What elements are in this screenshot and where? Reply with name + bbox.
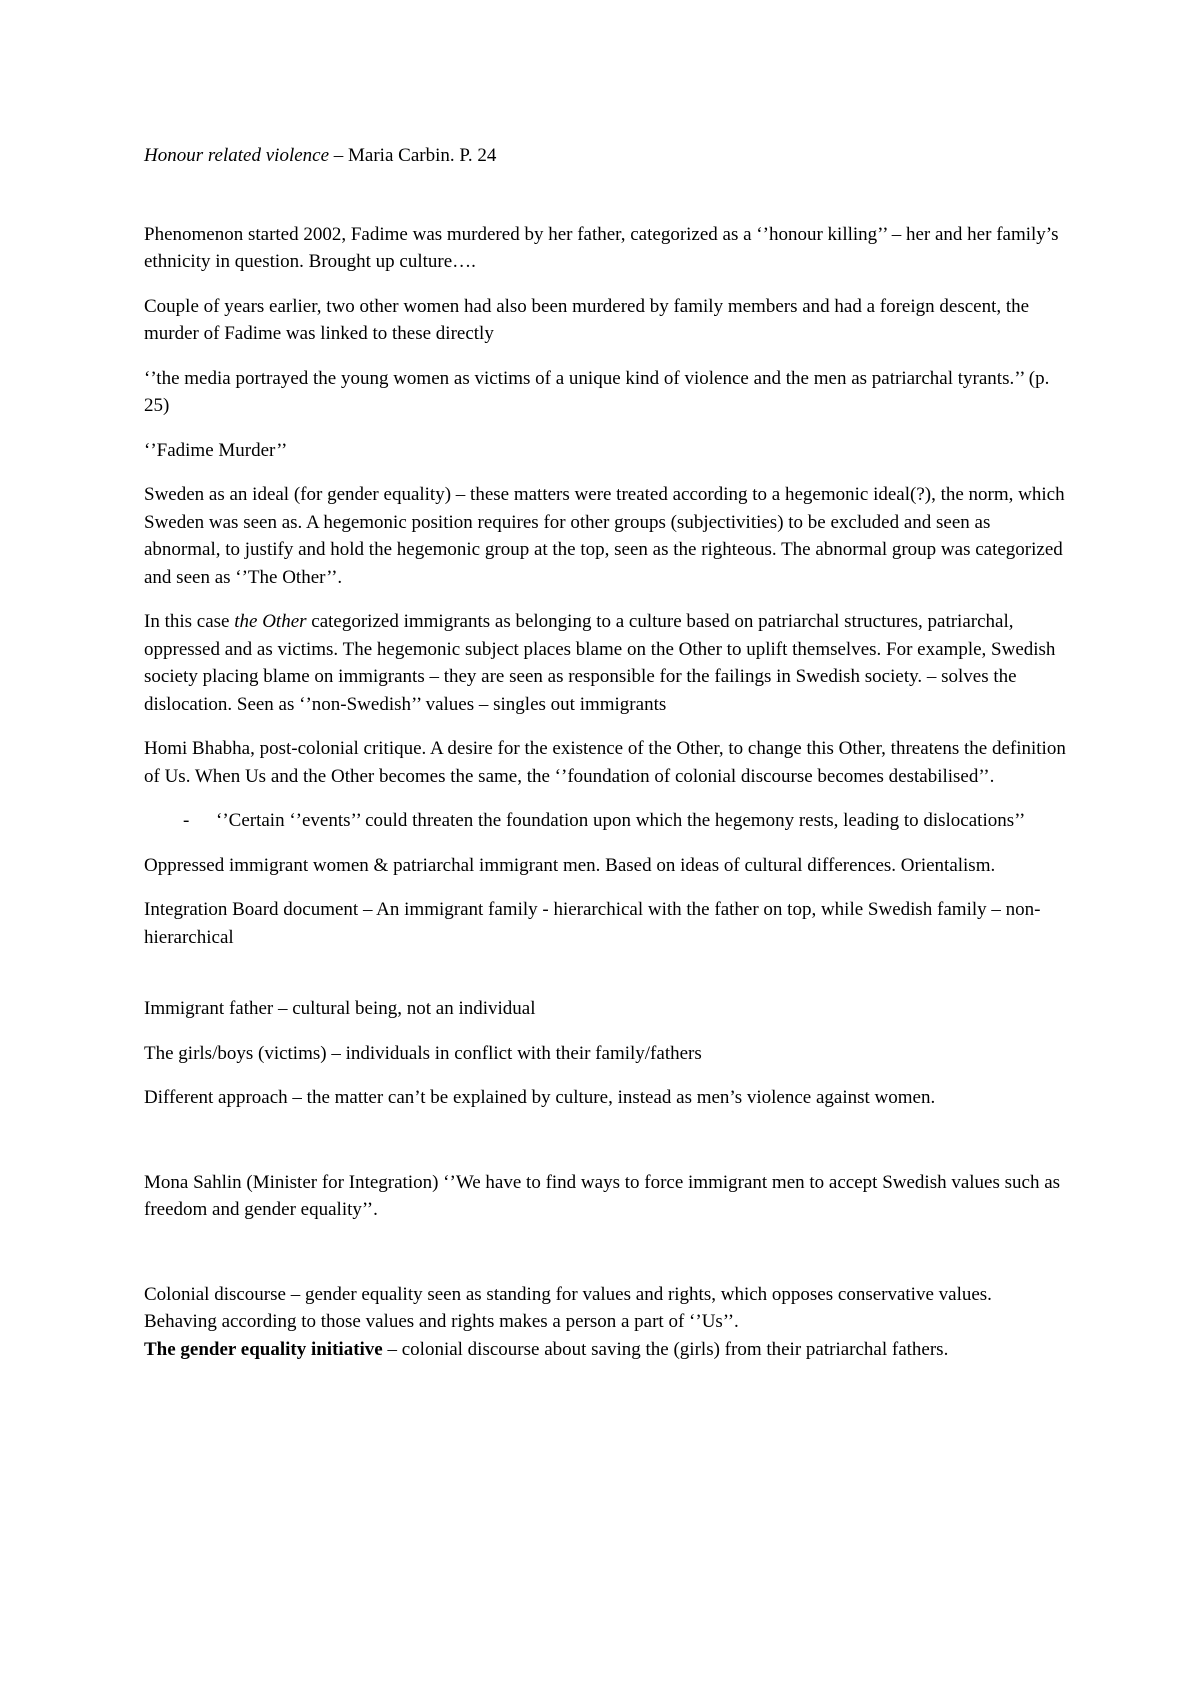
paragraph-phenomenon: Phenomenon started 2002, Fadime was murdered by her father, categorized as a ‘’honour killing’’ – her and her family’s ethnicity in question. Brought up culture…. [144,223,1059,272]
document-body [144,142,1068,1380]
bullet-item [144,807,1068,835]
paragraph-orientalism: Oppressed immigrant women & patriarchal immigrant men. Based on ideas of cultural differences. Orientalism. [144,854,996,876]
paragraph-integration-board: Integration Board document – An immigrant family - hierarchical with the father on top, while Swedish family – non-hierarchical [144,899,1041,948]
page-title [144,142,1068,170]
paragraph-sweden-ideal: Sweden as an ideal (for gender equality) – these matters were treated according to a hegemonic ideal(?), the norm, which Sweden was seen as. A hegemonic position requires for other groups (subjectivities) to be excluded and seen as abnormal, to justify and hold the hegemonic group at the top, seen as the righteous. The abnormal group was categorized and seen as ‘’The Other’’. [144,484,1065,588]
paragraph-bhabha: Homi Bhabha, post-colonial critique. A desire for the existence of the Other, to change this Other, threatens the definition of Us. When Us and the Other becomes the same, the ‘’foundation of colonial discourse becomes destabilised’’. [144,738,1066,787]
other-after: categorized immigrants as belonging to a culture based on patriarchal structures, patriarchal, oppressed and as victims. The hegemonic subject places blame on the Other to uplift themselves. For example, Swedish society placing blame on immigrants – they are seen as responsible for the failings in Swedish society. – solves the dislocation. Seen as ‘’non-Swedish’’ values – singles out immigrants [144,611,1056,715]
paragraph-media-quote: ‘’the media portrayed the young women as victims of a unique kind of violence and the men as patriarchal tyrants.’’ (p. 25) [144,367,1050,416]
paragraph-colonial-discourse [144,1281,1068,1364]
other-italic: the Other [234,611,307,632]
initiative-bold: The gender equality initiative [144,1338,383,1360]
title-italic: Honour related violence [144,145,330,166]
paragraph-immigrant-father: Immigrant father – cultural being, not an individual [144,998,536,1019]
title-rest: – Maria Carbin. P. 24 [329,145,497,166]
paragraph-the-other [144,608,1068,718]
colonial-text: Colonial discourse – gender equality seen as standing for values and rights, which opposes conservative values. Behaving according to those values and rights makes a person a part of ‘’Us’’. [144,1283,992,1332]
initiative-rest: – colonial discourse about saving the (girls) from their patriarchal fathers. [382,1338,949,1360]
paragraph-victims: The girls/boys (victims) – individuals in conflict with their family/fathers [144,1042,702,1064]
paragraph-earlier-murders: Couple of years earlier, two other women had also been murdered by family members and had a foreign descent, the murder of Fadime was linked to these directly [144,295,1030,344]
paragraph-fadime-murder: ‘’Fadime Murder’’ [144,439,288,461]
other-before: In this case [144,611,235,632]
bullet-dash: - [183,810,190,831]
bullet-text: ‘’Certain ‘’events’’ could threaten the foundation upon which the hegemony rests, leading to dislocations’’ [216,810,1026,831]
paragraph-different-approach: Different approach – the matter can’t be explained by culture, instead as men’s violence against women. [144,1087,936,1108]
paragraph-mona-sahlin: Mona Sahlin (Minister for Integration) ‘’We have to find ways to force immigrant men to accept Swedish values such as freedom and gender equality’’. [144,1171,1061,1220]
